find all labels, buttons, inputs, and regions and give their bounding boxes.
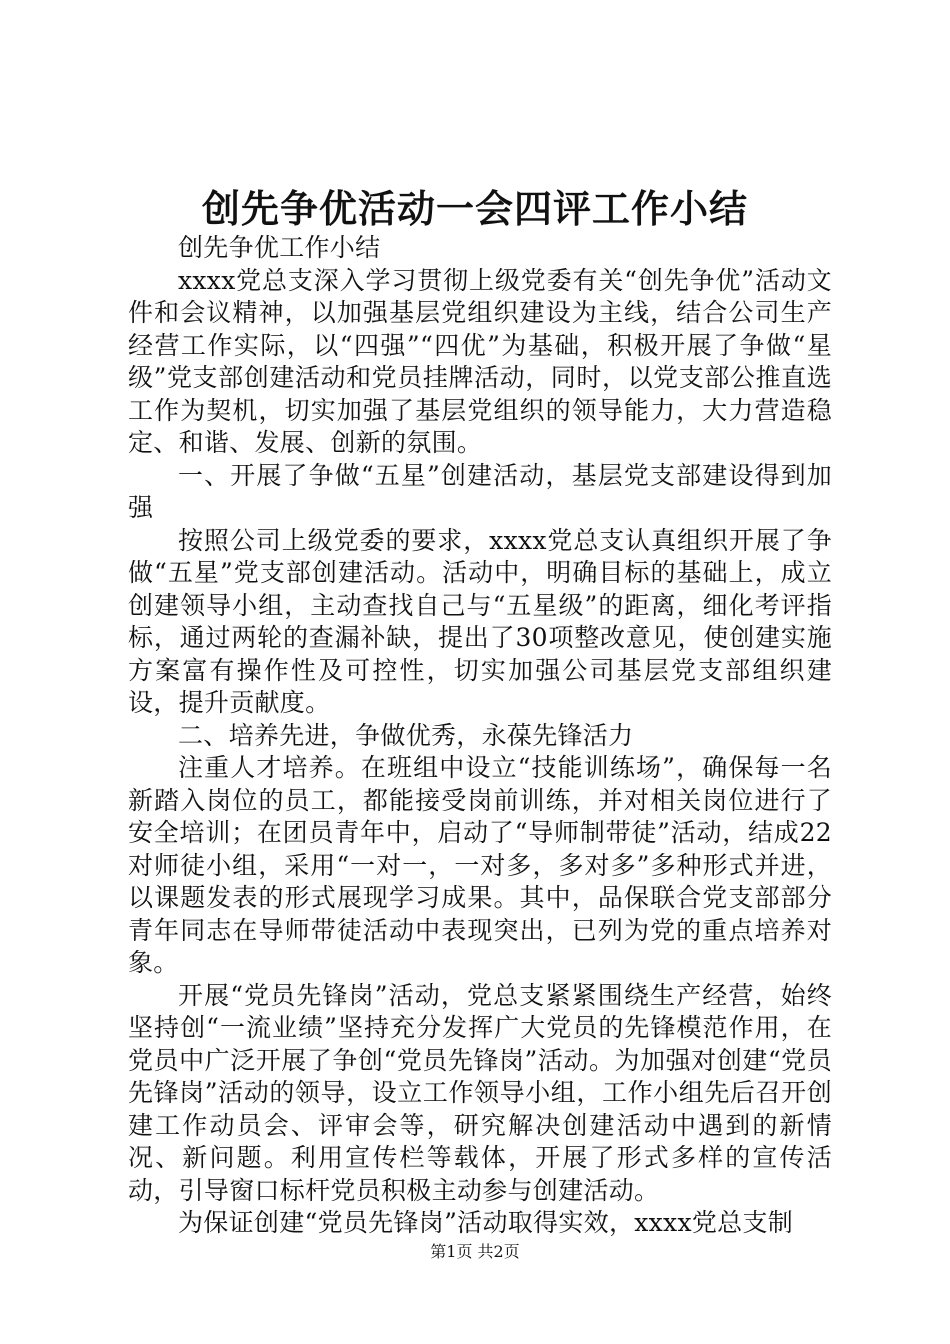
section-heading-2: 二、培养先进，争做优秀，永葆先锋活力 [178, 720, 634, 750]
page-number-footer: 第1页 共2页 [430, 1242, 520, 1261]
body-paragraph: xxxx党总支深入学习贯彻上级党委有关“创先争优”活动文件和会议精神，以加强基层党组织建设为主线，结合公司生产经营工作实际，以“四强”“四优”为基础，积极开展了争做“星级”党支部创建活动和党员挂牌活动，同时，以党支部公推直选工作为契机，切实加强了基层党组织的领导能力，大力营造稳定、和谐、发展、创新的氛围。 [128, 265, 832, 457]
document-title: 创先争优活动一会四评工作小结 [201, 186, 748, 231]
body-paragraph: 注重人才培养。在班组中设立“技能训练场”，确保每一名新踏入岗位的员工，都能接受岗前训练，并对相关岗位进行了安全培训；在团员青年中，启动了“导师制带徒”活动，结成22对师徒小组，采用“一对一，一对多，多对多”多种形式并进，以课题发表的形式展现学习成果。其中，品保联合党支部部分青年同志在导师带徒活动中表现突出，已列为党的重点培养对象。 [128, 753, 832, 977]
section-heading-1: 一、开展了争做“五星”创建活动，基层党支部建设得到加强 [128, 460, 832, 522]
body-paragraph: 按照公司上级党委的要求，xxxx党总支认真组织开展了争做“五星”党支部创建活动。活动中，明确目标的基础上，成立创建领导小组，主动查找自己与“五星级”的距离，细化考评指标，通过两轮的查漏补缺，提出了30项整改意见，使创建实施方案富有操作性及可控性，切实加强公司基层党支部组织建设，提升贡献度。 [128, 525, 832, 717]
body-paragraph: 开展“党员先锋岗”活动，党总支紧紧围绕生产经营，始终坚持创“一流业绩”坚持充分发挥广大党员的先锋模范作用，在党员中广泛开展了争创“党员先锋岗”活动。为加强对创建“党员先锋岗”活动的领导，设立工作领导小组，工作小组先后召开创建工作动员会、评审会等，研究解决创建活动中遇到的新情况、新问题。利用宣传栏等载体，开展了形式多样的宣传活动，引导窗口标杆党员积极主动参与创建活动。 [128, 980, 832, 1205]
body-paragraph: 为保证创建“党员先锋岗”活动取得实效，xxxx党总支制 [178, 1208, 794, 1237]
subtitle-paragraph: 创先争优工作小结 [178, 233, 381, 262]
document-body [128, 232, 832, 1240]
